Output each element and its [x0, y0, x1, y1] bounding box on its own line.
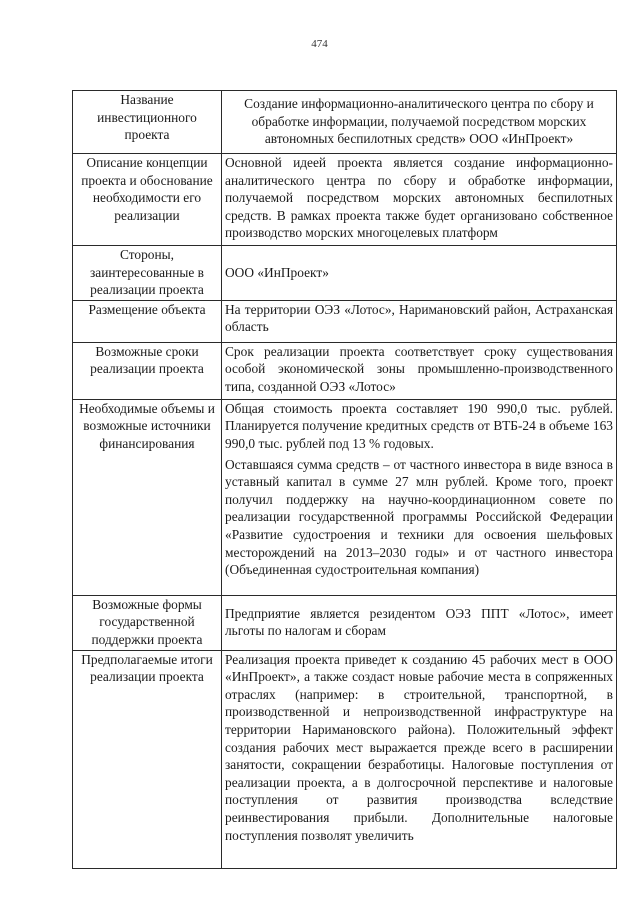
value-paragraph: На территории ОЭЗ «Лотос», Наримановский район, Астраханская область — [225, 301, 613, 335]
value-paragraph: Общая стоимость проекта составляет 190 990,0 тыс. рублей. Планируется получение кредитных средств от ВТБ-24 в объеме 163 990,0 тыс. рублей под 13 % годовых. — [225, 400, 613, 451]
table-row — [73, 154, 617, 246]
value-paragraph: Оставшаяся сумма средств – от частного инвестора в виде взноса в уставный капитал в сумме 27 млн рублей. Кроме того, проект получил поддержку на научно-координационном совете по реализации государственной программы Российской Федерации «Развитие судостроения и техники для освоения шельфовых месторождений на 2013–2030 годы» и от частного инвестора (Объединенная судостроительная компания) — [225, 456, 613, 578]
table-row — [73, 91, 617, 154]
value-paragraph: Создание информационно-аналитического центра по сбору и обработке информации, получаемой посредством морских автономных беспилотных средств» ООО «ИнПроект» — [244, 96, 594, 147]
page-number: 474 — [311, 38, 328, 50]
row-value-project-name — [222, 91, 617, 154]
table-row — [73, 399, 617, 595]
row-label-timeline: Возможные сроки реализации проекта — [73, 342, 222, 399]
row-label-stakeholders: Стороны, заинтересованные в реализации проекта — [73, 246, 222, 301]
row-value-stakeholders — [222, 246, 617, 301]
row-label-financing: Необходимые объемы и возможные источники финансирования — [73, 399, 222, 595]
row-label-concept: Описание концепции проекта и обоснование необходимости его реализации — [73, 154, 222, 246]
row-value-state-support — [222, 595, 617, 650]
value-paragraph: Основной идеей проекта является создание информационно-аналитического центра по сбору и обработке информации, получаемой посредством морских автономных беспилотных средств. В рамках проекта также будет организовано собственное производство морских многоцелевых платформ — [225, 155, 613, 241]
value-paragraph: ООО «ИнПроект» — [225, 264, 329, 280]
row-label-project-name: Название инвестиционного проекта — [73, 91, 222, 154]
table-row — [73, 246, 617, 301]
row-value-concept — [222, 154, 617, 246]
row-label-state-support: Возможные формы государственной поддержки проекта — [73, 595, 222, 650]
table-row — [73, 300, 617, 342]
table-row — [73, 650, 617, 868]
row-value-financing — [222, 399, 617, 595]
row-label-location: Размещение объекта — [73, 300, 222, 342]
table-row — [73, 595, 617, 650]
value-paragraph: Предприятие является резидентом ОЭЗ ППТ «Лотос», имеет льготы по налогам и сборам — [225, 605, 613, 639]
row-value-results — [222, 650, 617, 868]
row-label-results: Предполагаемые итоги реализации проекта — [73, 650, 222, 868]
table-row — [73, 342, 617, 399]
project-passport-table — [72, 90, 617, 869]
value-paragraph: Реализация проекта приведет к созданию 45 рабочих мест в ООО «ИнПроект», а также создаст новые рабочие места в сопряженных отраслях (например: в строительной, транспортной, в производственной и непроизводственной инфраструктуре на территории Наримановского района). Положительный эффект создания рабочих мест выражается прежде всего в расширении занятости, сокращении безработицы. Налоговые поступления от реализации проекта, а в долгосрочной перспективе и налоговые поступления от развития производства вследствие реинвестирования прибыли. Дополнительные налоговые поступления позволят увеличить — [225, 651, 613, 843]
row-value-location — [222, 300, 617, 342]
value-paragraph: Срок реализации проекта соответствует сроку существования особой экономической зоны промышленно-производственного типа, созданной ОЭЗ «Лотос» — [225, 343, 613, 394]
row-value-timeline — [222, 342, 617, 399]
